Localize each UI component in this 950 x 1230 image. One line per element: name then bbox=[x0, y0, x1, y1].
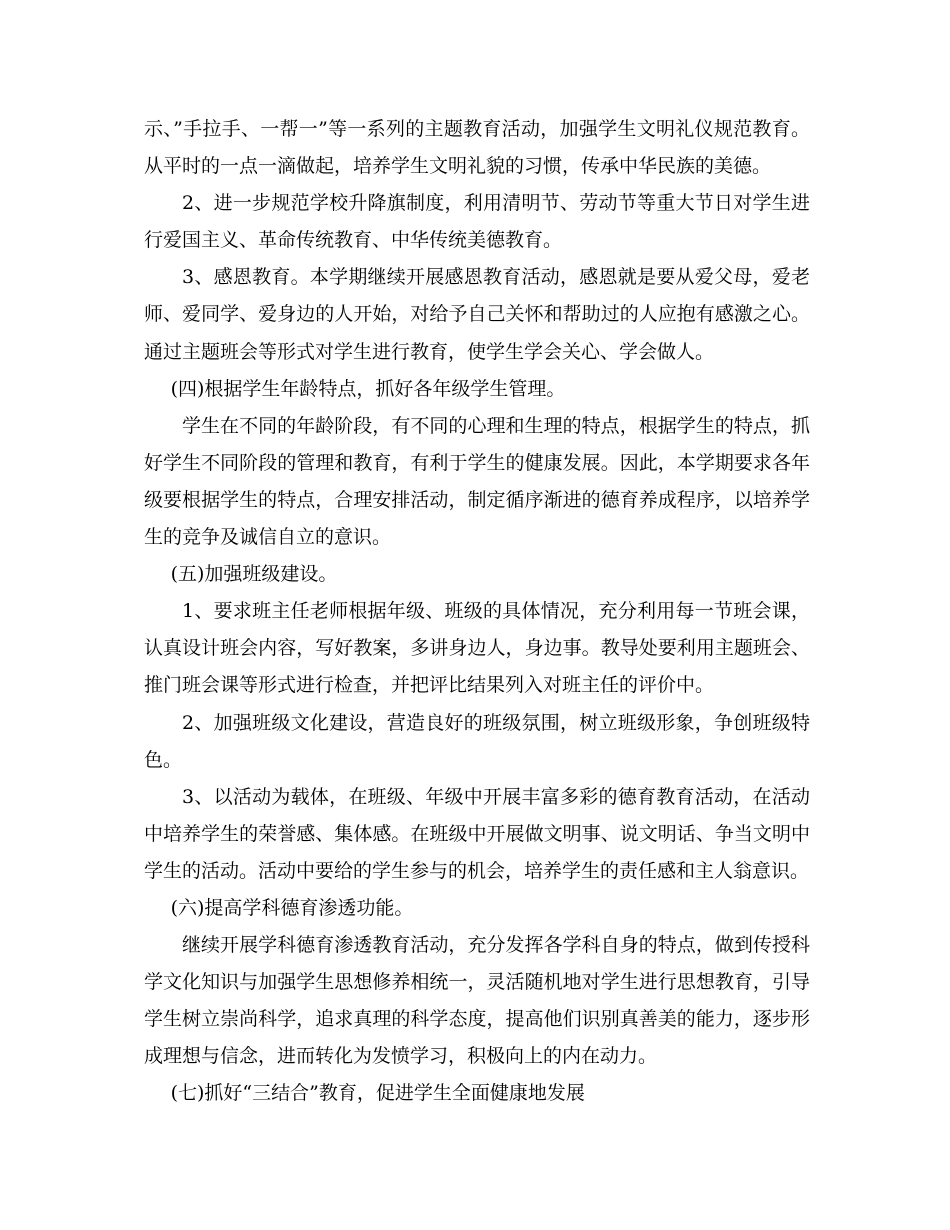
paragraph-flag-ceremony: 2、进一步规范学校升降旗制度，利用清明节、劳动节等重大节日对学生进行爱国主义、革命传统教育、中华传统美德教育。 bbox=[144, 192, 810, 252]
paragraph-class-meetings: 1、要求班主任老师根据年级、班级的具体情况，充分利用每一节班会课，认真设计班会内容，写好教案，多讲身边人，身边事。教导处要利用主题班会、推门班会课等形式进行检查，并把评比结果列入对班主任的评价中。 bbox=[144, 600, 810, 697]
section-heading-4: (四)根据学生年龄特点，抓好各年级学生管理。 bbox=[170, 377, 566, 400]
paragraph-continuation: 示、”手拉手、一帮一”等一系列的主题教育活动，加强学生文明礼仪规范教育。从平时的一点一滴做起，培养学生文明礼貌的习惯，传承中华民族的美德。 bbox=[144, 118, 810, 178]
section-heading-6: (六)提高学科德育渗透功能。 bbox=[170, 896, 414, 919]
paragraph-gratitude-education: 3、感恩教育。本学期继续开展感恩教育活动，感恩就是要从爱父母，爱老师、爱同学、爱身边的人开始，对给予自己关怀和帮助过的人应抱有感激之心。通过主题班会等形式对学生进行教育，使学生学会关心、学会做人。 bbox=[144, 266, 810, 363]
paragraph-class-culture: 2、加强班级文化建设，营造良好的班级氛围，树立班级形象，争创班级特色。 bbox=[144, 711, 810, 771]
paragraph-class-activities: 3、以活动为载体，在班级、年级中开展丰富多彩的德育教育活动，在活动中培养学生的荣誉感、集体感。在班级中开展做文明事、说文明话、争当文明中学生的活动。活动中要给的学生参与的机会，培养学生的责任感和主人翁意识。 bbox=[144, 785, 810, 882]
paragraph-subject-moral-education: 继续开展学科德育渗透教育活动，充分发挥各学科自身的特点，做到传授科学文化知识与加强学生思想修养相统一，灵活随机地对学生进行思想教育，引导学生树立崇尚科学，追求真理的科学态度，提高他们识别真善美的能力，逐步形成理想与信念，进而转化为发愤学习，积极向上的内在动力。 bbox=[144, 934, 810, 1068]
paragraph-age-characteristics: 学生在不同的年龄阶段，有不同的心理和生理的特点，根据学生的特点，抓好学生不同阶段的管理和教育，有利于学生的健康发展。因此，本学期要求各年级要根据学生的特点，合理安排活动，制定循序渐进的德育养成程序，以培养学生的竞争及诚信自立的意识。 bbox=[144, 414, 810, 549]
document-page bbox=[144, 111, 810, 1113]
section-heading-7: (七)抓好“三结合”教育，促进学生全面健康地发展 bbox=[170, 1082, 585, 1105]
section-heading-5: (五)加强班级建设。 bbox=[170, 563, 338, 586]
